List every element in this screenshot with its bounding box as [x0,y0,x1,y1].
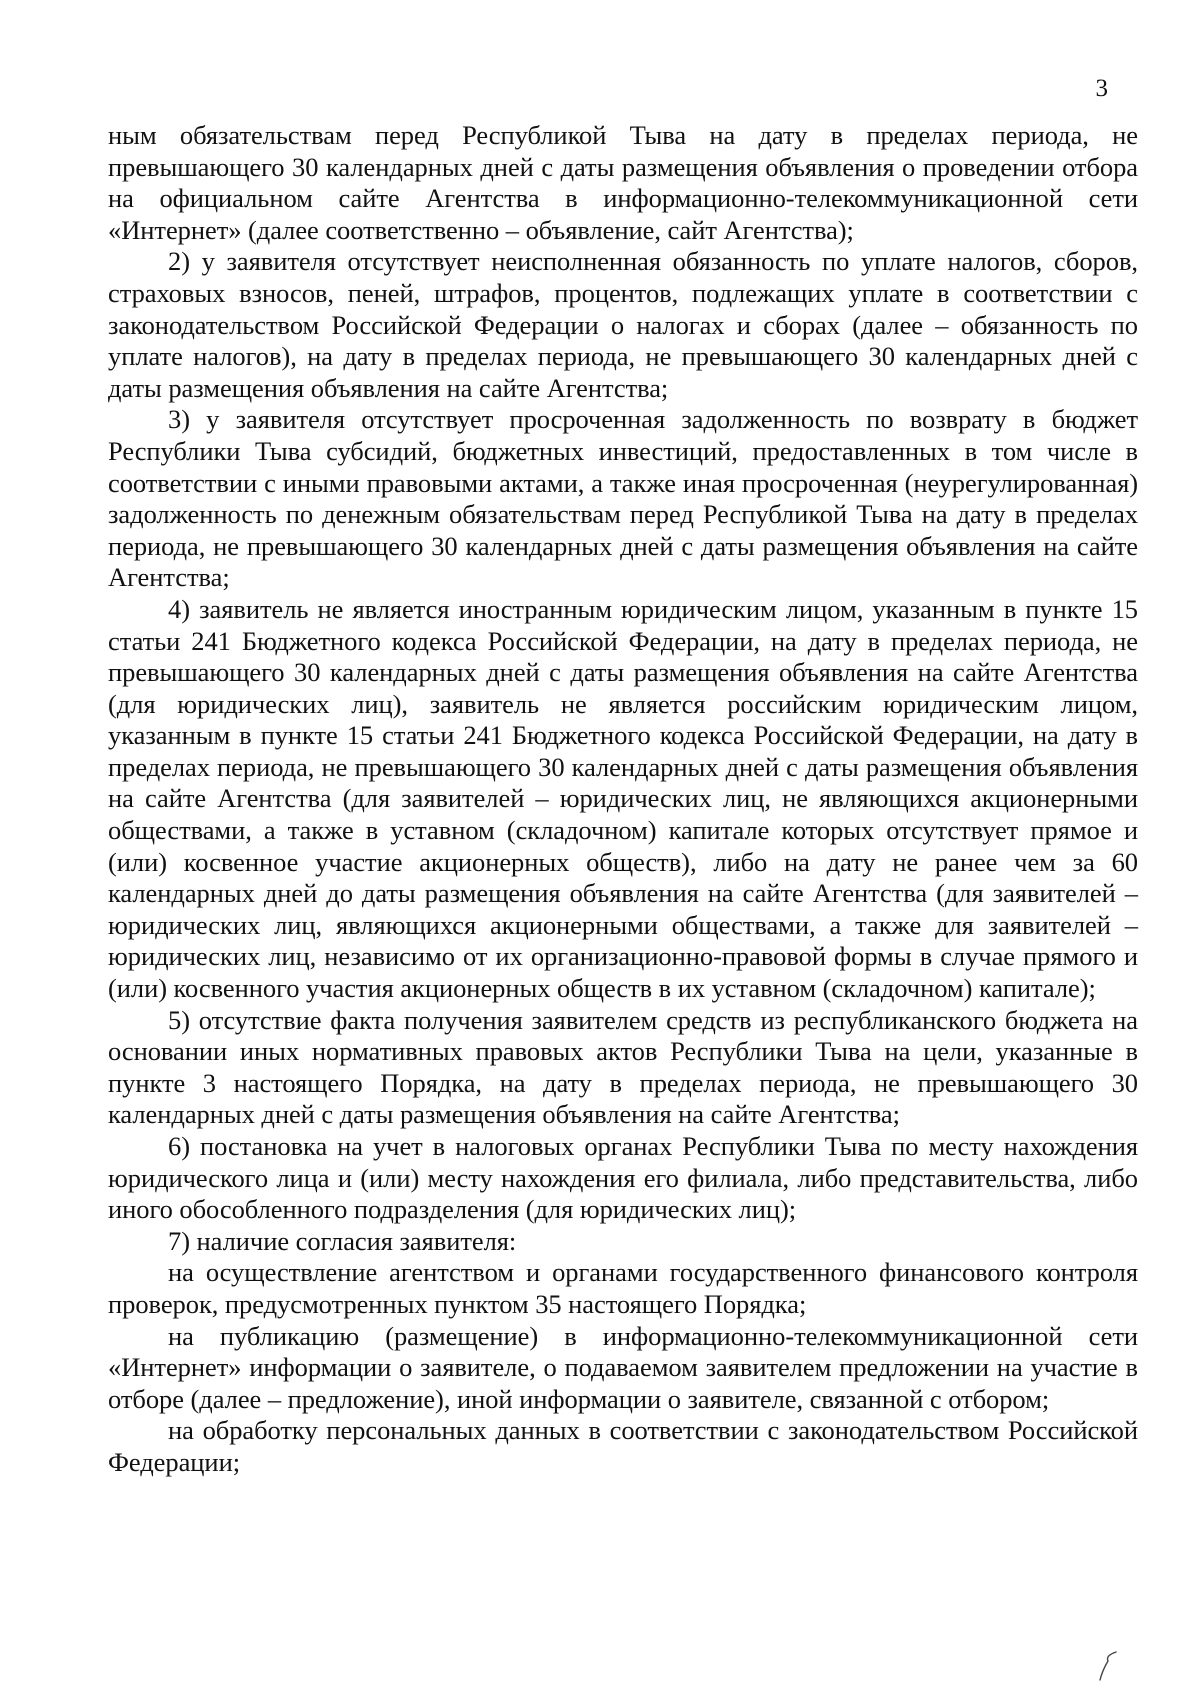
paragraph: на осуществление агентством и органами государственного финансового контроля проверок, предусмотренных пунктом 35 настоящего Порядка; [108,1257,1138,1319]
page-number: 3 [1095,75,1108,102]
paragraph: 2) у заявителя отсутствует неисполненная обязанность по уплате налогов, сборов, страховых взносов, пеней, штрафов, процентов, подлежащих уплате в соответствии с законодательством Российской Федерации о налогах и сборах (далее – обязанность по уплате налогов), на дату в пределах периода, не превышающего 30 календарных дней с даты размещения объявления на сайте Агентства; [108,246,1138,403]
paragraph: 3) у заявителя отсутствует просроченная задолженность по возврату в бюджет Республики Тыва субсидий, бюджетных инвестиций, предоставленных в том числе в соответствии с иными правовыми актами, а также иная просроченная (неурегулированная) задолженность по денежным обязательствам перед Республикой Тыва на дату в пределах периода, не превышающего 30 календарных дней с даты размещения объявления на сайте Агентства; [108,404,1138,593]
document-body [108,120,1138,1479]
paragraph: 5) отсутствие факта получения заявителем средств из республиканского бюджета на основании иных нормативных правовых актов Республики Тыва на цели, указанные в пункте 3 настоящего Порядка, на дату в пределах периода, не превышающего 30 календарных дней с даты размещения объявления на сайте Агентства; [108,1004,1138,1130]
pen-mark-icon [1096,1649,1122,1683]
paragraph: на обработку персональных данных в соответствии с законодательством Российской Федерации; [108,1415,1138,1477]
paragraph: на публикацию (размещение) в информационно-телекоммуникационной сети «Интернет» информации о заявителе, о подаваемом заявителем предложении на участие в отборе (далее – предложение), иной информации о заявителе, связанной с отбором; [108,1320,1138,1414]
paragraph: 4) заявитель не является иностранным юридическим лицом, указанным в пункте 15 статьи 241 Бюджетного кодекса Российской Федерации, на дату в пределах периода, не превышающего 30 календарных дней с даты размещения объявления на сайте Агентства (для юридических лиц), заявитель не является российским юридическим лицом, указанным в пункте 15 статьи 241 Бюджетного кодекса Российской Федерации, на дату в пределах периода, не превышающего 30 календарных дней с даты размещения объявления на сайте Агентства (для заявителей – юридических лиц, не являющихся акционерными обществами, а также в уставном (складочном) капитале которых отсутствует прямое и (или) косвенное участие акционерных обществ), либо на дату не ранее чем за 60 календарных дней до даты размещения объявления на сайте Агентства (для заявителей – юридических лиц, являющихся акционерными обществами, а также для заявителей – юридических лиц, независимо от их организационно-правовой формы в случае прямого и (или) косвенного участия акционерных обществ в их уставном (складочном) капитале); [108,593,1138,1004]
paragraph: 6) постановка на учет в налоговых органах Республики Тыва по месту нахождения юридического лица и (или) месту нахождения его филиала, либо представительства, либо иного обособленного подразделения (для юридических лиц); [108,1131,1138,1225]
paragraph: 7) наличие согласия заявителя: [168,1225,517,1256]
paragraph: ным обязательствам перед Республикой Тыва на дату в пределах периода, не превышающего 30 календарных дней с даты размещения объявления о проведении отбора на официальном сайте Агентства в информационно-телекоммуникационной сети «Интернет» (далее соответственно – объявление, сайт Агентства); [108,120,1138,245]
